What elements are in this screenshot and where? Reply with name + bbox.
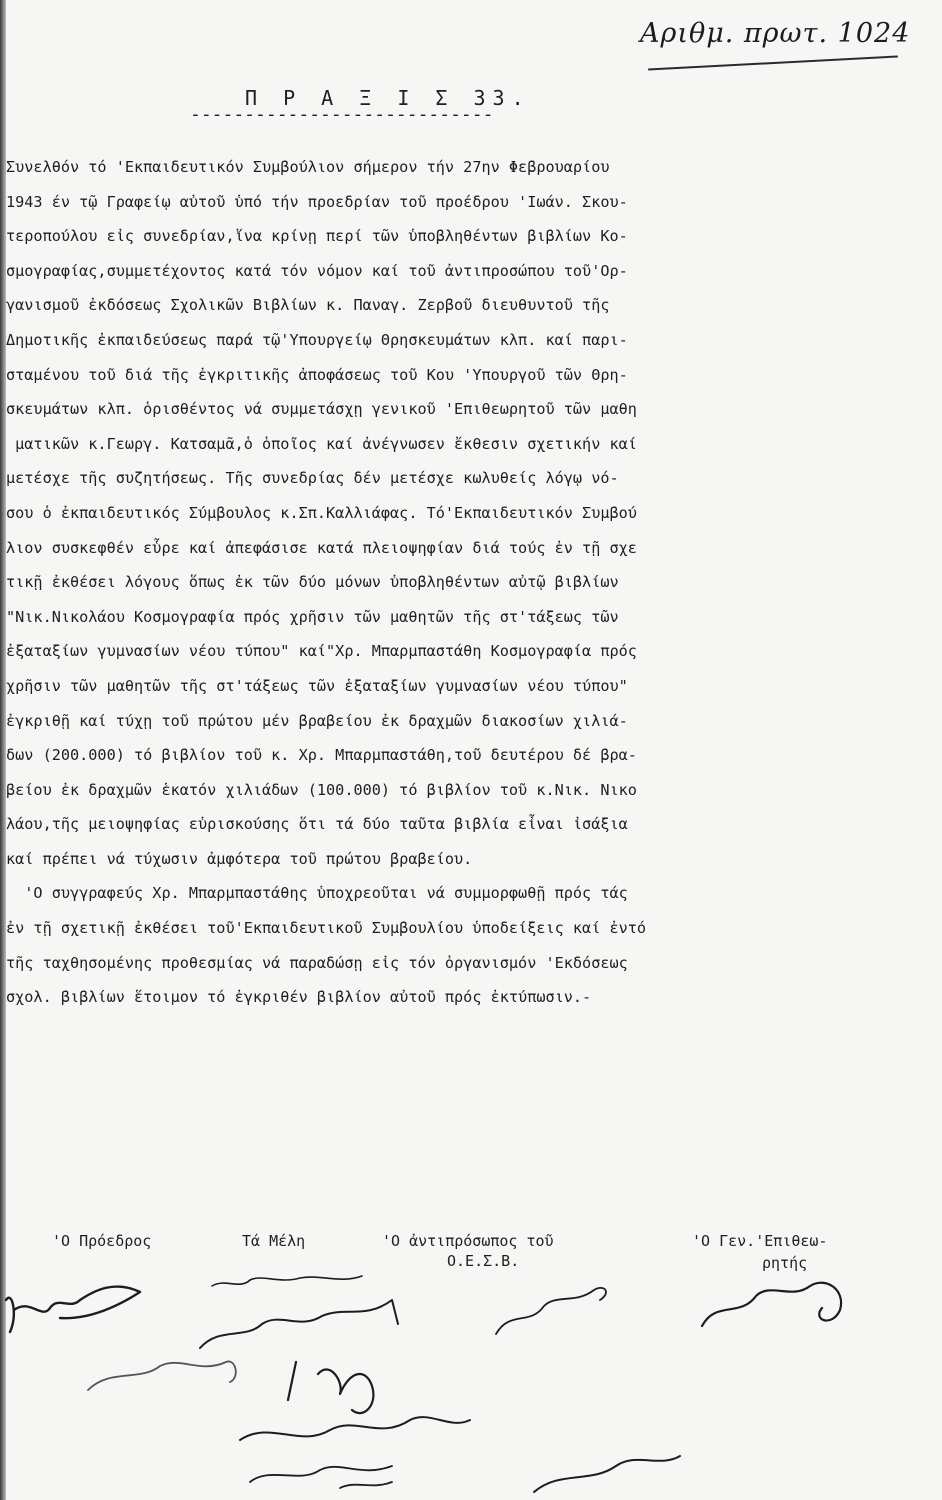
text-line: 1943 έν τῷ Γραφείῳ αὐτοῦ ὑπό τήν προεδρίαν τοῦ προέδρου 'Ιωάν. Σκου- (6, 192, 628, 211)
title-underline: ---------------------------- (190, 104, 494, 125)
text-line: τικῇ ἐκθέσει λόγους ὅπως ἐκ τῶν δύο μόνων ὑποβληθέντων αὐτῷ βιβλίων (6, 573, 619, 592)
member-signature-2 (200, 1300, 398, 1348)
text-line: σου ὁ ἐκπαιδευτικός Σύμβουλος κ.Σπ.Καλλιάφας. Τό'Εκπαιδευτικόν Συμβού (6, 503, 637, 522)
text-line: δων (200.000) τό βιβλίον τοῦ κ. Χρ. Μπαρμπαστάθη,τοῦ δευτέρου δέ βρα- (6, 746, 637, 765)
president-signature (6, 1287, 140, 1332)
inspector-label-cont: ρητής (762, 1254, 808, 1272)
extra-signature (534, 1456, 680, 1492)
text-line: λάου,τῆς μειοψηφίας εὑρισκούσης ὅτι τά δύο ταῦτα βιβλία εἶναι ἰσάξια (6, 815, 628, 834)
text-line: μετέσχε τῆς συζητήσεως. Τῆς συνεδρίας δέν μετέσχε κωλυθείς λόγῳ νό- (6, 469, 619, 488)
handwritten-protocol-number: Αριθμ. πρωτ. 1024 (640, 18, 911, 49)
text-line: Συνελθόν τό 'Εκπαιδευτικόν Συμβούλιον σήμερον τήν 27ην Φεβρουαρίου (6, 158, 610, 176)
minutes-body (6, 150, 938, 1015)
representative-label: 'Ο ἀντιπρόσωπος τοῦ (382, 1232, 554, 1250)
text-line: βείου ἐκ δραχμῶν ἑκατόν χιλιάδων (100.000) τό βιβλίον τοῦ κ.Νικ. Νικο (6, 780, 637, 799)
text-line: "Νικ.Νικολάου Κοσμογραφία πρός χρῆσιν τῶν μαθητῶν τῆς στ'τάξεως τῶν (6, 607, 619, 626)
text-line: τεροπούλου εἰς συνεδρίαν,ἵνα κρίνῃ περί τῶν ὑποβληθέντων βιβλίων Κο- (6, 227, 628, 246)
inspector-label: 'Ο Γεν.'Επιθεω- (692, 1232, 828, 1250)
text-line: 'Ο συγγραφεύς Χρ. Μπαρμπαστάθης ὑποχρεοῦται νά συμμορφωθῇ πρός τάς (6, 884, 628, 903)
text-line: σμογραφίας,συμμετέχοντος κατά τόν νόμον καί τοῦ ἀντιπροσώπου τοῦ'Ορ- (6, 261, 628, 280)
text-line: ἐγκριθῇ καί τύχῃ τοῦ πρώτου μέν βραβείου ἐκ δραχμῶν διακοσίων χιλιά- (6, 711, 628, 730)
member-signature-4 (288, 1362, 373, 1413)
text-line: λιον συσκεφθέν εὗρε καί ἀπεφάσισε κατά πλειοψηφίαν διά τούς ἐν τῇ σχε (6, 538, 637, 557)
document-title: Π Ρ Α Ξ Ι Σ 33. (245, 86, 531, 110)
member-signature-3 (88, 1361, 236, 1390)
text-line: σχολ. βιβλίων ἕτοιμον τό ἐγκριθέν βιβλίον αὐτοῦ πρός ἐκτύπωσιν.- (6, 988, 592, 1007)
member-signature-1 (212, 1276, 362, 1286)
inspector-signature (702, 1283, 841, 1326)
text-line: καί πρέπει νά τύχωσιν ἀμφότερα τοῦ πρώτου βραβείου. (6, 849, 473, 868)
text-line: γανισμοῦ ἐκδόσεως Σχολικῶν Βιβλίων κ. Παναγ. Ζερβοῦ διευθυντοῦ τῆς (6, 296, 610, 315)
text-line: ἐν τῇ σχετικῇ ἐκθέσει τοῦ'Εκπαιδευτικοῦ Συμβουλίου ὑποδείξεις καί ἐντό (6, 919, 647, 938)
handwritten-underline (648, 55, 898, 70)
text-line: Δημοτικῆς ἐκπαιδεύσεως παρά τῷ'Υπουργείῳ Θρησκευμάτων κλπ. καί παρι- (6, 330, 628, 349)
president-label: 'Ο Πρόεδρος (52, 1232, 152, 1250)
text-line: χρῆσιν τῶν μαθητῶν τῆς στ'τάξεως τῶν ἑξαταξίων γυμνασίων νέου τύπου" (6, 676, 628, 695)
text-line: ἑξαταξίων γυμνασίων νέου τύπου" καί"Χρ. Μπαρμπαστάθη Κοσμογραφία πρός (6, 642, 637, 661)
handwritten-signatures (0, 1270, 942, 1500)
text-line: ματικῶν κ.Γεωργ. Κατσαμᾶ,ὁ ὁποῖος καί ἀνέγνωσεν ἔκθεσιν σχετικήν καί (6, 434, 637, 453)
member-signature-6 (250, 1466, 392, 1488)
member-signature-5 (240, 1417, 470, 1440)
representative-signature (496, 1288, 606, 1334)
text-line: σκευμάτων κλπ. ὁρισθέντος νά συμμετάσχῃ γενικοῦ 'Επιθεωρητοῦ τῶν μαθη (6, 400, 637, 419)
members-label: Τά Μέλη (242, 1232, 306, 1250)
text-line: σταμένου τοῦ διά τῆς ἐγκριτικῆς ἀποφάσεως τοῦ Κου 'Υπουργοῦ τῶν Θρη- (6, 365, 628, 384)
text-line: τῆς ταχθησομένης προθεσμίας νά παραδώσῃ εἰς τόν ὀργανισμόν 'Εκδόσεως (6, 953, 628, 972)
representative-org-label: Ο.Ε.Σ.Β. (447, 1252, 520, 1270)
